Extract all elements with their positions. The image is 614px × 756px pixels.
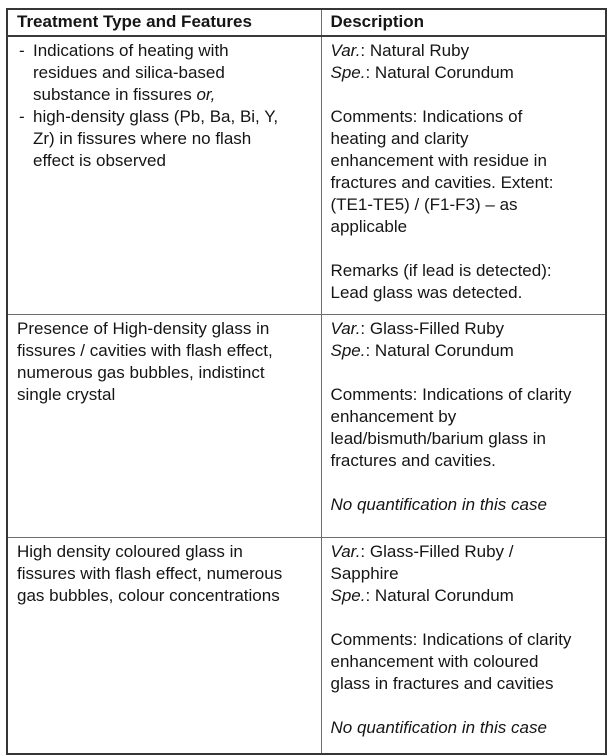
text-line bbox=[17, 340, 315, 362]
text-line bbox=[331, 673, 600, 695]
text-segment: High density coloured glass in bbox=[17, 542, 243, 561]
blank-line bbox=[331, 472, 600, 494]
bullet-dash: - bbox=[19, 107, 25, 126]
text-segment: fractures and cavities. Extent: bbox=[330, 173, 554, 192]
text-line bbox=[331, 651, 600, 673]
text-segment: : Natural Corundum bbox=[365, 63, 514, 82]
text-segment: high-density glass (Pb, Ba, Bi, Y, bbox=[33, 107, 279, 126]
document-page bbox=[6, 8, 607, 755]
text-segment: substance in fissures bbox=[33, 85, 197, 104]
text-segment: fissures with flash effect, numerous bbox=[17, 564, 283, 583]
text-line bbox=[17, 318, 315, 340]
blank-line bbox=[331, 84, 600, 106]
text-segment: Zr) in fissures where no flash bbox=[33, 129, 252, 148]
text-segment: Var. bbox=[330, 41, 361, 60]
text-line bbox=[331, 40, 600, 62]
text-line bbox=[17, 384, 315, 406]
text-line bbox=[331, 216, 600, 238]
treatment-table bbox=[6, 8, 607, 755]
text-line bbox=[17, 62, 315, 84]
text-segment: Spe. bbox=[330, 341, 366, 360]
text-line bbox=[17, 106, 315, 128]
text-segment: single crystal bbox=[17, 385, 116, 404]
text-segment: fissures / cavities with flash effect, bbox=[17, 341, 273, 360]
table-row-heated-residue bbox=[7, 36, 606, 315]
text-segment: Remarks (if lead is detected): bbox=[330, 261, 552, 280]
text-segment: residues and silica-based bbox=[33, 63, 225, 82]
text-segment: : Glass-Filled Ruby bbox=[360, 319, 505, 338]
text-segment: enhancement by bbox=[330, 407, 457, 426]
text-line bbox=[331, 318, 600, 340]
text-segment: : Glass-Filled Ruby / bbox=[360, 542, 514, 561]
text-segment: No quantification in this case bbox=[330, 495, 547, 514]
text-line bbox=[331, 62, 600, 84]
text-line bbox=[331, 194, 600, 216]
text-line bbox=[331, 428, 600, 450]
table-row-coloured-glass-filled bbox=[7, 538, 606, 755]
text-segment: Var. bbox=[330, 542, 361, 561]
text-line bbox=[331, 541, 600, 563]
text-line bbox=[331, 494, 600, 516]
text-segment: Spe. bbox=[330, 63, 366, 82]
text-segment: (TE1-TE5) / (F1-F3) – as bbox=[330, 195, 518, 214]
text-segment: Lead glass was detected. bbox=[330, 283, 523, 302]
text-line bbox=[331, 282, 600, 304]
text-segment: Presence of High-density glass in bbox=[17, 319, 270, 338]
text-line bbox=[331, 128, 600, 150]
text-segment: Comments: Indications of bbox=[330, 107, 523, 126]
text-line bbox=[17, 128, 315, 150]
text-segment: gas bubbles, colour concentrations bbox=[17, 586, 280, 605]
text-line bbox=[331, 384, 600, 406]
blank-line bbox=[331, 238, 600, 260]
text-segment: Var. bbox=[330, 319, 361, 338]
description-cell bbox=[321, 538, 606, 755]
description-cell bbox=[321, 36, 606, 315]
text-line bbox=[331, 172, 600, 194]
text-segment: Sapphire bbox=[330, 564, 399, 583]
features-cell bbox=[7, 36, 321, 315]
text-segment: enhancement with residue in bbox=[330, 151, 547, 170]
text-line bbox=[331, 585, 600, 607]
col-header-description: Description bbox=[321, 9, 606, 36]
text-line bbox=[17, 84, 315, 106]
text-segment: heating and clarity bbox=[330, 129, 469, 148]
text-segment: : Natural Ruby bbox=[360, 41, 470, 60]
text-line bbox=[331, 106, 600, 128]
text-segment: No quantification in this case bbox=[330, 718, 547, 737]
blank-line bbox=[331, 695, 600, 717]
bullet-dash: - bbox=[19, 41, 25, 60]
text-segment: Indications of heating with bbox=[33, 41, 229, 60]
text-line bbox=[331, 629, 600, 651]
text-line bbox=[17, 150, 315, 172]
text-line bbox=[331, 563, 600, 585]
text-line bbox=[331, 450, 600, 472]
text-segment: fractures and cavities. bbox=[330, 451, 496, 470]
text-line bbox=[331, 406, 600, 428]
features-cell bbox=[7, 538, 321, 755]
blank-line bbox=[331, 607, 600, 629]
text-line bbox=[17, 40, 315, 62]
text-segment: Spe. bbox=[330, 586, 366, 605]
text-segment: applicable bbox=[330, 217, 408, 236]
text-segment: enhancement with coloured bbox=[330, 652, 539, 671]
col-header-treatment-type: Treatment Type and Features bbox=[7, 9, 321, 36]
text-segment: or, bbox=[196, 85, 216, 104]
text-segment: Comments: Indications of clarity bbox=[330, 630, 572, 649]
text-segment: Comments: Indications of clarity bbox=[330, 385, 572, 404]
text-line bbox=[17, 541, 315, 563]
text-line bbox=[331, 340, 600, 362]
text-line bbox=[17, 563, 315, 585]
blank-line bbox=[331, 362, 600, 384]
text-segment: effect is observed bbox=[33, 151, 166, 170]
text-segment: glass in fractures and cavities bbox=[330, 674, 554, 693]
text-line bbox=[17, 362, 315, 384]
text-segment: : Natural Corundum bbox=[365, 341, 514, 360]
description-cell bbox=[321, 315, 606, 538]
text-line bbox=[331, 717, 600, 739]
features-cell bbox=[7, 315, 321, 538]
text-line bbox=[331, 260, 600, 282]
table-row-glass-filled-ruby bbox=[7, 315, 606, 538]
text-segment: : Natural Corundum bbox=[365, 586, 514, 605]
text-segment: numerous gas bubbles, indistinct bbox=[17, 363, 265, 382]
text-segment: lead/bismuth/barium glass in bbox=[330, 429, 546, 448]
text-line bbox=[17, 585, 315, 607]
text-line bbox=[331, 150, 600, 172]
header-row bbox=[7, 9, 606, 36]
